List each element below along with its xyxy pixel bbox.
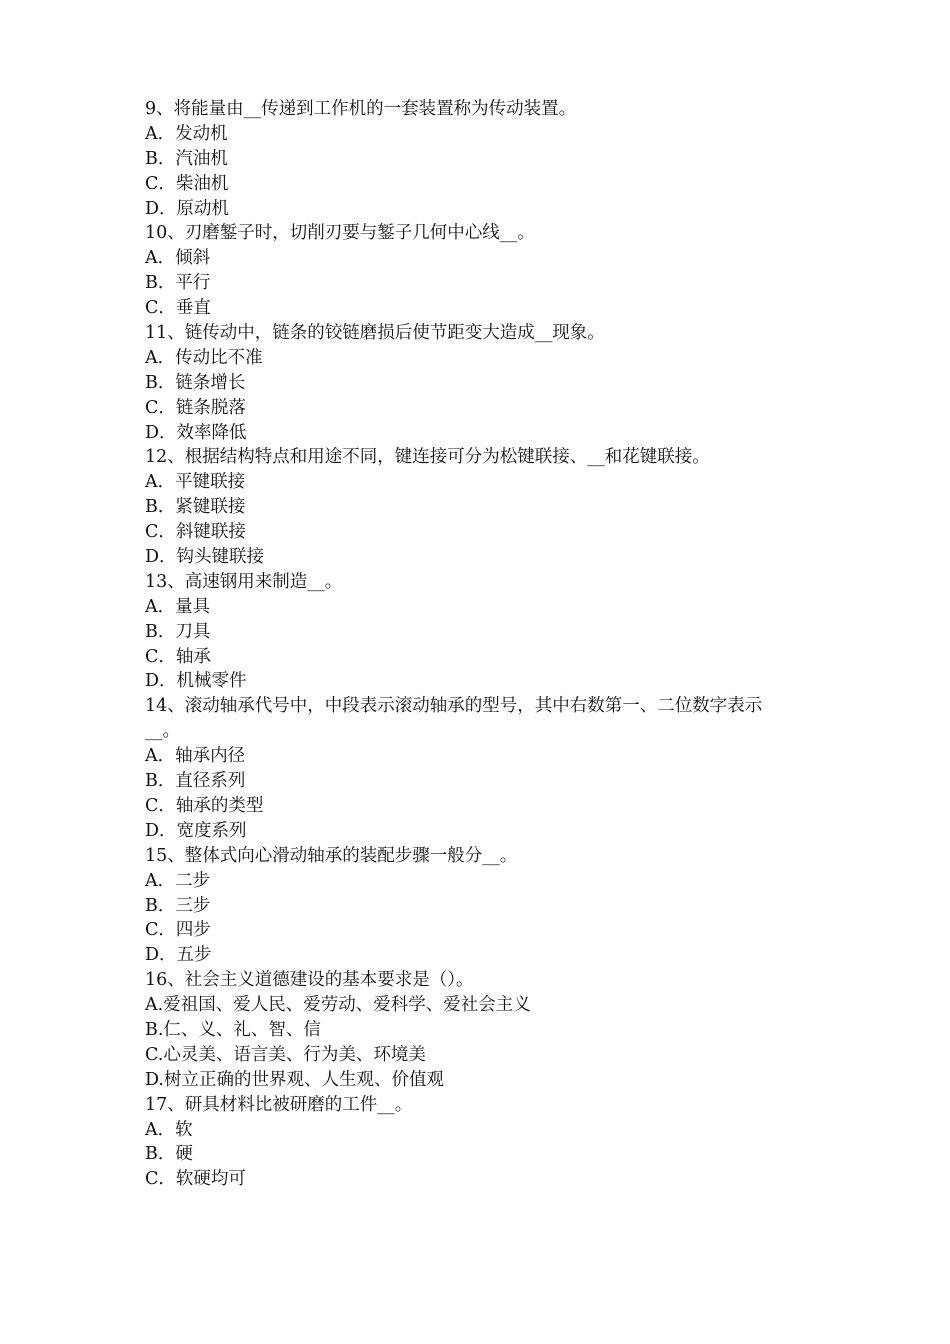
option-9-a: A．发动机 (145, 123, 228, 144)
option-13-d: D．机械零件 (145, 671, 247, 692)
option-10-b: B．平行 (145, 273, 211, 294)
option-13-c: C．轴承 (145, 646, 211, 667)
option-15-c: C．四步 (145, 920, 211, 941)
option-11-b: B．链条增长 (145, 372, 246, 393)
option-14-d: D．宽度系列 (145, 820, 247, 841)
option-9-c: C．柴油机 (145, 173, 229, 194)
option-17-b: B．硬 (145, 1144, 193, 1165)
option-13-b: B．刀具 (145, 621, 211, 642)
option-17-a: A．软 (145, 1119, 193, 1140)
question-9: 9、将能量由__传递到工作机的一套装置称为传动装置。 (145, 99, 577, 119)
option-16-a: A.爱祖国、爱人民、爱劳动、爱科学、爱社会主义 (145, 995, 531, 1016)
option-14-b: B．直径系列 (145, 771, 246, 792)
option-15-b: B．三步 (145, 895, 211, 916)
option-11-d: D．效率降低 (145, 422, 247, 443)
option-11-a: A．传动比不准 (145, 347, 263, 368)
question-13: 13、高速钢用来制造__。 (145, 571, 343, 592)
option-12-c: C．斜键联接 (145, 522, 246, 543)
question-14: 14、滚动轴承代号中，中段表示滚动轴承的型号，其中右数第一、二位数字表示 (145, 696, 763, 717)
option-11-c: C．链条脱落 (145, 397, 246, 418)
option-10-c: C．垂直 (145, 298, 211, 319)
option-13-a: A．量具 (145, 596, 211, 617)
question-11: 11、链传动中，链条的铰链磨损后使节距变大造成__现象。 (145, 323, 605, 344)
option-16-c: C.心灵美、语言美、行为美、环境美 (145, 1044, 426, 1065)
option-17-c: C．软硬均可 (145, 1169, 246, 1190)
option-12-b: B．紧键联接 (145, 497, 246, 518)
question-16: 16、社会主义道德建设的基本要求是（）。 (145, 970, 474, 991)
option-16-b: B.仁、义、礼、智、信 (145, 1019, 321, 1040)
option-12-d: D．钩头键联接 (145, 547, 265, 568)
option-15-d: D．五步 (145, 945, 212, 966)
question-14-continued: __。 (145, 721, 180, 742)
question-15: 15、整体式向心滑动轴承的装配步骤一般分__。 (145, 845, 518, 866)
option-9-d: D．原动机 (145, 198, 230, 219)
option-14-c: C．轴承的类型 (145, 795, 264, 816)
option-12-a: A．平键联接 (145, 472, 246, 493)
option-10-a: A．倾斜 (145, 248, 211, 269)
option-15-a: A．二步 (145, 870, 211, 891)
question-17: 17、研具材料比被研磨的工件__。 (145, 1094, 413, 1115)
option-14-a: A．轴承内径 (145, 746, 246, 767)
question-list (145, 97, 825, 1192)
question-12: 12、根据结构特点和用途不同，键连接可分为松键联接、__和花键联接。 (145, 447, 710, 468)
option-9-b: B．汽油机 (145, 148, 228, 169)
question-10: 10、刃磨錾子时，切削刃要与錾子几何中心线__。 (145, 223, 535, 244)
option-16-d: D.树立正确的世界观、人生观、价值观 (145, 1069, 444, 1090)
